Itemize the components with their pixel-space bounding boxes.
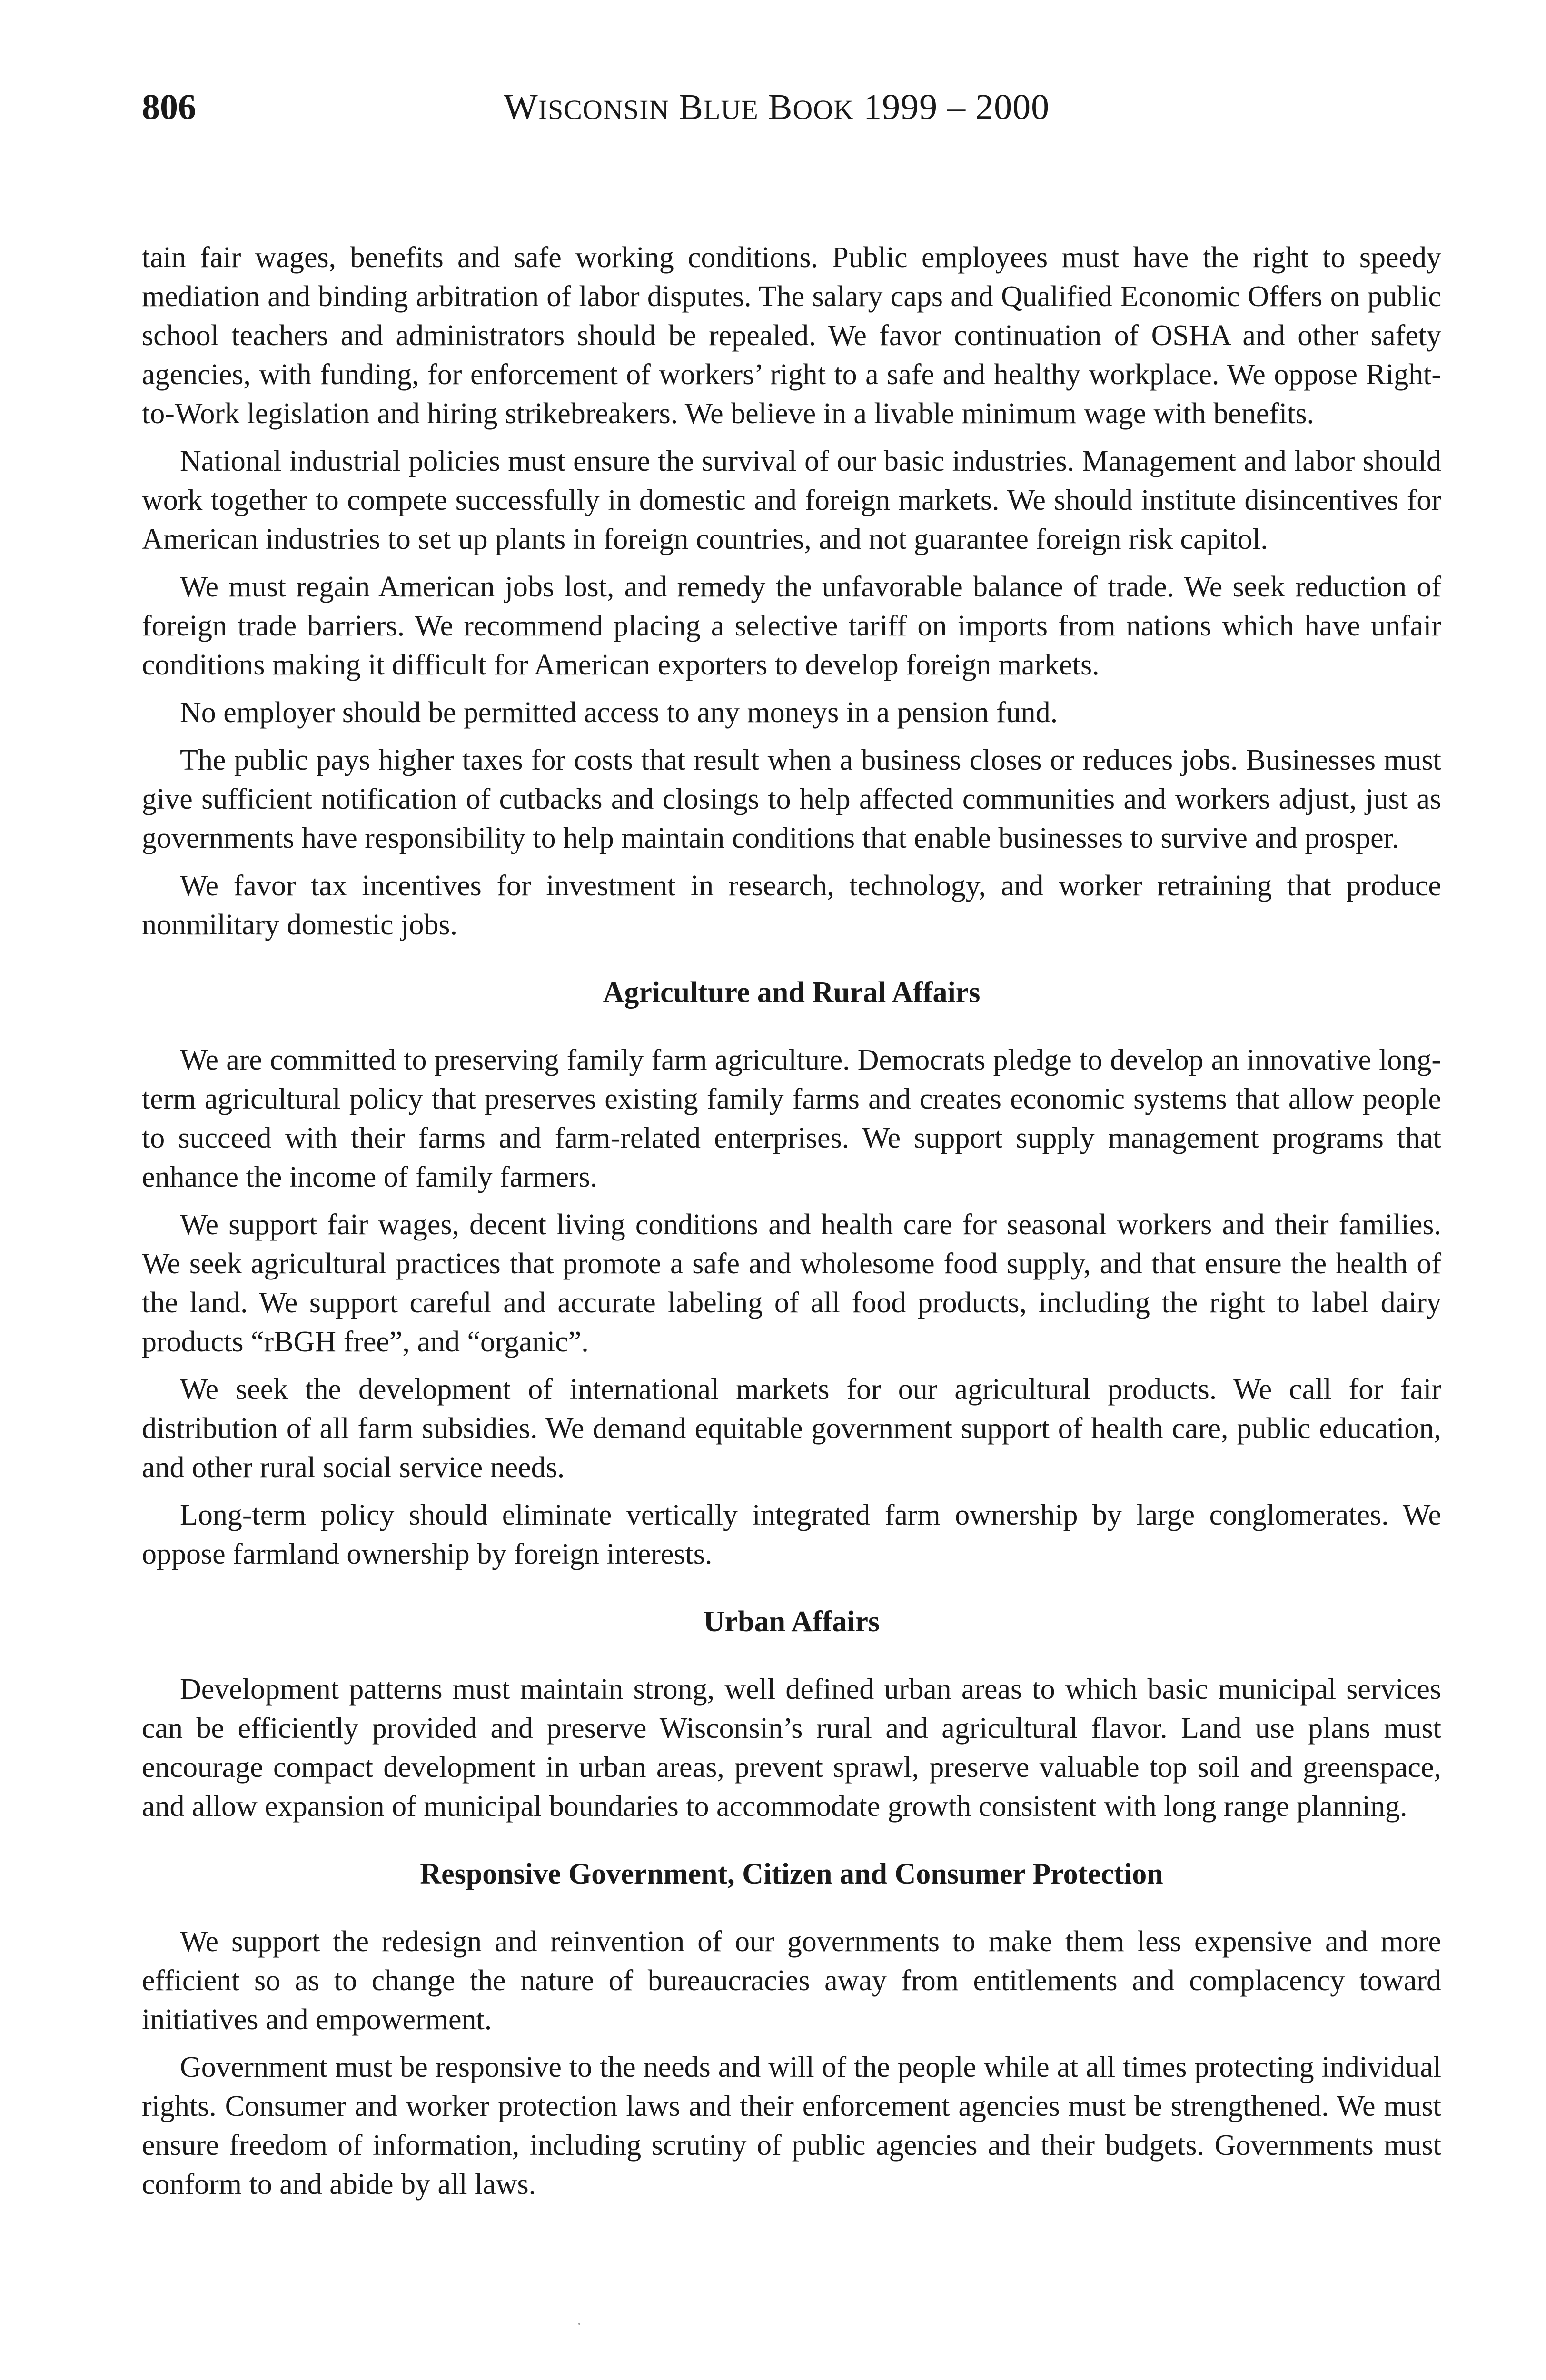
paragraph: No employer should be permitted access to any moneys in a pension fund.: [180, 696, 1058, 729]
paragraph: Government must be responsive to the needs and will of the people while at all times protecting individual rights. Consumer and worker protection laws and their enforcement agencies must be strengthened. We must ensure freedom of information, including scrutiny of public agencies and their budgets. Governments must conform to and abide by all laws.: [142, 2051, 1441, 2201]
paragraph: Long-term policy should eliminate vertically integrated farm ownership by large conglomerates. We oppose farmland ownership by foreign interests.: [142, 1499, 1441, 1570]
title-w-cap: W: [504, 87, 538, 127]
paragraph: We support fair wages, decent living conditions and health care for seasonal workers and their families. We seek agricultural practices that promote a safe and wholesome food supply, and that ensure the health of the land. We support careful and accurate labeling of all food products, including the right to label dairy products “rBGH free”, and “organic”.: [142, 1209, 1441, 1358]
title-bk-cap: B: [768, 87, 793, 127]
section-heading-urban: Urban Affairs: [703, 1606, 880, 1638]
paragraph: Development patterns must maintain strong, well defined urban areas to which basic municipal services can be efficiently provided and preserve Wisconsin’s rural and agricultural flavor. Land use plans must encourage compact development in urban areas, prevent sprawl, preserve valuable top soil and greenspace, and allow expansion of municipal boundaries to accommodate growth consistent with long range planning.: [142, 1673, 1441, 1823]
paragraph: We must regain American jobs lost, and remedy the unfavorable balance of trade. We seek reduction of foreign trade barriers. We recommend placing a selective tariff on imports from nations which have unfair conditions making it difficult for American exporters to develop foreign markets.: [142, 571, 1441, 681]
title-bk-rest: OOK: [793, 94, 854, 125]
paragraph: The public pays higher taxes for costs that result when a business closes or reduces jobs. Businesses must give sufficient notification of cutbacks and closings to help affected communities and workers adjust, just as governments have responsibility to help maintain conditions that enable businesses to survive and prosper.: [142, 744, 1441, 854]
section-heading-government: Responsive Government, Citizen and Consumer Protection: [420, 1858, 1163, 1890]
title-b-cap: B: [679, 87, 704, 127]
scan-speck: [578, 2323, 580, 2325]
section-heading-agriculture: Agriculture and Rural Affairs: [603, 976, 981, 1009]
running-title: [504, 83, 1050, 134]
paragraph: tain fair wages, benefits and safe working conditions. Public employees must have the right to speedy mediation and binding arbitration of labor disputes. The salary caps and Qualified Economic Offers on public school teachers and administrators should be repealed. We favor continuation of OSHA and other safety agencies, with funding, for enforcement of workers’ right to a safe and healthy workplace. We oppose Right-to-Work legislation and hiring strikebreakers. We believe in a livable minimum wage with benefits.: [142, 241, 1441, 430]
title-w-rest: ISCONSIN: [538, 94, 670, 125]
body-text: [142, 238, 1441, 2212]
running-header: [142, 83, 1441, 131]
paragraph: We are committed to preserving family farm agriculture. Democrats pledge to develop an innovative long-term agricultural policy that preserves existing family farms and creates economic systems that allow people to succeed with their farms and farm-related enterprises. We support supply management programs that enhance the income of family farmers.: [142, 1044, 1441, 1193]
paragraph: National industrial policies must ensure the survival of our basic industries. Management and labor should work together to compete successfully in domestic and foreign markets. We should institute disincentives for American industries to set up plants in foreign countries, and not guarantee foreign risk capitol.: [142, 445, 1441, 555]
paragraph: We favor tax incentives for investment in research, technology, and worker retraining that produce nonmilitary domestic jobs.: [142, 870, 1441, 941]
title-b-rest: LUE: [703, 94, 759, 125]
page-number: 806: [142, 87, 196, 127]
paragraph: We support the redesign and reinvention of our governments to make them less expensive and more efficient so as to change the nature of bureaucracies away from entitlements and complacency toward initiatives and empowerment.: [142, 1925, 1441, 2036]
paragraph: We seek the development of international markets for our agricultural products. We call for fair distribution of all farm subsidies. We demand equitable government support of health care, public education, and other rural social service needs.: [142, 1373, 1441, 1484]
title-years: 1999 – 2000: [863, 87, 1050, 127]
